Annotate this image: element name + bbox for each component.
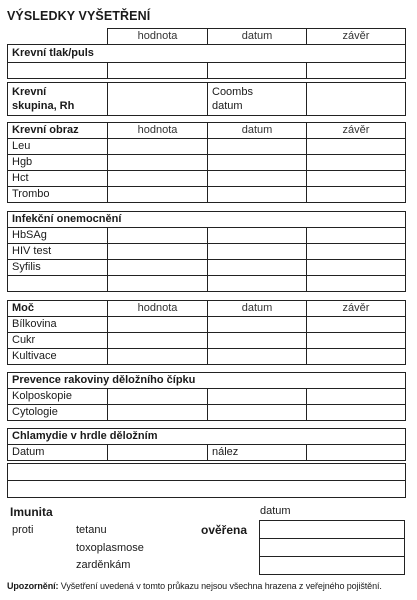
row-label-hgb: Hgb: [8, 155, 108, 171]
krevni-skupina-label: Krevní skupina, Rh: [8, 83, 108, 116]
krevni-obraz-table: [7, 122, 406, 203]
row-label-bilkovina: Bílkovina: [8, 317, 108, 333]
header-zaver: závěr: [307, 29, 406, 45]
header-zaver: závěr: [307, 301, 406, 317]
infekcni-extra-datum[interactable]: [208, 276, 307, 292]
infekcni-extra-hodnota[interactable]: [108, 276, 208, 292]
bilkovina-zaver-cell[interactable]: [307, 317, 406, 333]
footer-text: Vyšetření uvedená v tomto průkazu nejsou všechna hrazena z veřejného pojištění.: [58, 581, 382, 591]
trombo-hodnota-cell[interactable]: [108, 187, 208, 203]
kolposkopie-datum-cell[interactable]: [208, 389, 307, 405]
chlamydie-extra-row-1[interactable]: [8, 464, 406, 481]
kolposkopie-zaver-cell[interactable]: [307, 389, 406, 405]
imunita-proti: proti: [12, 524, 34, 536]
syfilis-datum-cell[interactable]: [208, 260, 307, 276]
header-datum: datum: [208, 123, 307, 139]
row-label-leu: Leu: [8, 139, 108, 155]
bilkovina-hodnota-cell[interactable]: [108, 317, 208, 333]
infekcni-extra-cell[interactable]: [8, 276, 108, 292]
krevni-tlak-zaver-cell[interactable]: [307, 63, 406, 79]
header-hodnota: hodnota: [108, 301, 208, 317]
kultivace-datum-cell[interactable]: [208, 349, 307, 365]
krevni-skupina-table: [7, 82, 406, 116]
imunita-label: Imunita: [10, 505, 53, 519]
krevni-tlak-value-cell[interactable]: [8, 63, 108, 79]
row-label-cukr: Cukr: [8, 333, 108, 349]
krevni-tlak-label: Krevní tlak/puls: [8, 45, 406, 63]
hgb-zaver-cell[interactable]: [307, 155, 406, 171]
header-datum: datum: [208, 301, 307, 317]
kultivace-zaver-cell[interactable]: [307, 349, 406, 365]
kolposkopie-hodnota-cell[interactable]: [108, 389, 208, 405]
syfilis-hodnota-cell[interactable]: [108, 260, 208, 276]
hct-zaver-cell[interactable]: [307, 171, 406, 187]
krevni-skupina-value-cell[interactable]: [108, 83, 208, 116]
krevni-obraz-label: Krevní obraz: [8, 123, 108, 139]
cytologie-zaver-cell[interactable]: [307, 405, 406, 421]
chlamydie-nalez-cell[interactable]: [307, 445, 406, 461]
page-title: VÝSLEDKY VYŠETŘENÍ: [7, 9, 151, 23]
footer-bold: Upozornění:: [7, 581, 59, 591]
row-label-cytologie: Cytologie: [8, 405, 108, 421]
imunita-datum-tetanu[interactable]: [260, 521, 405, 539]
syfilis-zaver-cell[interactable]: [307, 260, 406, 276]
coombs-label: Coombs datum: [208, 83, 307, 116]
imunita-datum-zardenkam[interactable]: [260, 557, 405, 575]
infekcni-table: [7, 211, 406, 292]
hbsag-datum-cell[interactable]: [208, 228, 307, 244]
header-hodnota: hodnota: [108, 123, 208, 139]
coombs-value-cell[interactable]: [307, 83, 406, 116]
infekcni-label: Infekční onemocnění: [8, 212, 406, 228]
bilkovina-datum-cell[interactable]: [208, 317, 307, 333]
prevence-label: Prevence rakoviny děložního čípku: [8, 373, 406, 389]
header-datum: datum: [208, 29, 307, 45]
row-label-trombo: Trombo: [8, 187, 108, 203]
imunita-item-zardenkam: zarděnkám: [76, 559, 131, 571]
imunita-item-tetanu: tetanu: [76, 524, 107, 536]
leu-hodnota-cell[interactable]: [108, 139, 208, 155]
hct-datum-cell[interactable]: [208, 171, 307, 187]
hgb-datum-cell[interactable]: [208, 155, 307, 171]
footer-note: [7, 581, 382, 591]
chlamydie-datum-label: Datum: [8, 445, 108, 461]
moc-table: [7, 300, 406, 365]
hbsag-zaver-cell[interactable]: [307, 228, 406, 244]
krevni-tlak-datum-cell[interactable]: [208, 63, 307, 79]
row-label-hiv: HIV test: [8, 244, 108, 260]
trombo-datum-cell[interactable]: [208, 187, 307, 203]
imunita-datum-header: datum: [260, 505, 291, 517]
leu-zaver-cell[interactable]: [307, 139, 406, 155]
cukr-hodnota-cell[interactable]: [108, 333, 208, 349]
krevni-tlak-hodnota-cell[interactable]: [108, 63, 208, 79]
hbsag-hodnota-cell[interactable]: [108, 228, 208, 244]
hct-hodnota-cell[interactable]: [108, 171, 208, 187]
chlamydie-table: [7, 428, 406, 498]
row-label-hbsag: HbSAg: [8, 228, 108, 244]
hiv-hodnota-cell[interactable]: [108, 244, 208, 260]
imunita-item-toxoplasmose: toxoplasmose: [76, 542, 144, 554]
cukr-zaver-cell[interactable]: [307, 333, 406, 349]
hiv-zaver-cell[interactable]: [307, 244, 406, 260]
leu-datum-cell[interactable]: [208, 139, 307, 155]
hiv-datum-cell[interactable]: [208, 244, 307, 260]
cytologie-datum-cell[interactable]: [208, 405, 307, 421]
row-label-kultivace: Kultivace: [8, 349, 108, 365]
imunita-overena: ověřena: [201, 523, 248, 537]
header-zaver: závěr: [307, 123, 406, 139]
trombo-zaver-cell[interactable]: [307, 187, 406, 203]
hgb-hodnota-cell[interactable]: [108, 155, 208, 171]
chlamydie-label: Chlamydie v hrdle děložním: [8, 429, 406, 445]
row-label-syfilis: Syfilis: [8, 260, 108, 276]
chlamydie-datum-cell[interactable]: [108, 445, 208, 461]
imunita-datum-table: [259, 520, 405, 575]
prevence-table: [7, 372, 406, 421]
chlamydie-nalez-label: nález: [208, 445, 307, 461]
chlamydie-extra-row-2[interactable]: [8, 481, 406, 498]
cukr-datum-cell[interactable]: [208, 333, 307, 349]
cytologie-hodnota-cell[interactable]: [108, 405, 208, 421]
row-label-hct: Hct: [8, 171, 108, 187]
header-hodnota: hodnota: [108, 29, 208, 45]
infekcni-extra-zaver[interactable]: [307, 276, 406, 292]
imunita-datum-toxoplasmose[interactable]: [260, 539, 405, 557]
row-label-kolposkopie: Kolposkopie: [8, 389, 108, 405]
kultivace-hodnota-cell[interactable]: [108, 349, 208, 365]
krevni-tlak-table: [7, 28, 406, 79]
moc-label: Moč: [8, 301, 108, 317]
